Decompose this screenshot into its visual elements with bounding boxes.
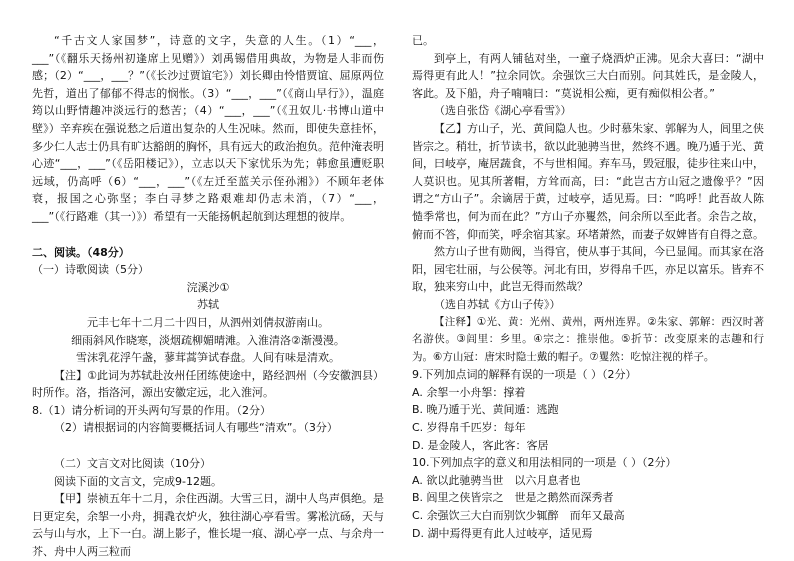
question-10: 10.下列加点字的意义和用法相同的一项是（ ）（2分） xyxy=(412,456,677,470)
poem-author: 苏轼 xyxy=(197,298,219,312)
passage-a-continued: 到亭上，有两人铺毡对坐，一童子烧酒炉正沸。见余大喜曰：“湖中焉得更有此人！”拉余同饮。余强饮三大白而别。问其姓氏，是金陵人，客此。及下船，舟子喃喃曰：“莫说相公痴，更有痴似相公者。” xyxy=(412,51,764,100)
question-8-2: （2）请根据词的内容简要概括词人有哪些“清欢”。（3分） xyxy=(54,421,338,435)
poem-title: 浣溪沙① xyxy=(186,280,230,294)
right-column xyxy=(412,32,764,542)
poem-note: 【注】①此词为苏轼赴汝州任团练使途中，路经泗州（今安徽泗县）时所作。洛，指洛河，源出安徽定远，北入淮河。 xyxy=(32,368,384,400)
reading-instruction: 阅读下面的文言文，完成9-12题。 xyxy=(54,474,222,488)
question-10-option-c: C. 余强饮三大白而别饮少辄醉 而年又最高 xyxy=(412,509,625,523)
passage-a: 【甲】崇祯五年十二月，余住西湖。大雪三日，湖中人鸟声俱绝。是日更定矣，余挐一小舟，拥毳衣炉火，独往湖心亭看雪。雾凇沆砀，天与云与山与水，上下一白。湖上影子，惟长堤一痕、湖心亭一点、与余舟一芥、舟中人两三粒而 xyxy=(32,492,384,559)
poetry-subheading: （一）诗歌阅读（5分） xyxy=(32,263,149,277)
question-9-option-a: A. 余挐一小舟挐：撑着 xyxy=(412,385,526,399)
source-b: （选自苏轼《方山子传》） xyxy=(434,297,561,311)
question-10-option-b: B. 闾里之侠皆宗之 世是之鹅然而深秀者 xyxy=(412,491,614,505)
question-9-option-d: D. 是金陵人，客此客：客居 xyxy=(412,438,549,452)
passage-b-continued: 然方山子世有勋阀，当得官，使从事于其间，今已显闻。而其家在洛阳，园宅壮丽，与公侯等。河北有田，岁得帛千匹，亦足以富乐。皆弃不取，独来穷山中，此岂无得而然哉？ xyxy=(412,245,764,294)
left-column xyxy=(32,32,384,561)
classical-subheading: （二）文言文对比阅读（10分） xyxy=(54,457,211,471)
source-a: （选自张岱《湖心亭看雪》） xyxy=(434,104,572,118)
poem-line: 雪沫乳花浮午盏，蓼茸蒿笋试春盘。人间有味是清欢。 xyxy=(76,351,340,365)
question-8-1: 8.（1）请分析词的开头两句写景的作用。（2分） xyxy=(32,403,271,417)
poem-line: 细雨斜风作晓寒，淡烟疏柳媚晴滩。入淮清洛②渐漫漫。 xyxy=(71,333,345,347)
poem-preface: 元丰七年十二月二十四日，从泗州刘倩叔游南山。 xyxy=(87,315,329,329)
passage-b: 【乙】方山子，光、黄间隐人也。少时慕朱家、郭解为人，闾里之侠皆宗之。稍壮，折节读书，欲以此驰骋当世，然终不遇。晚乃遁于光、黄间，曰岐亭，庵居蔬食，不与世相闻。弃车马，毁冠服，徒步往来山中，人莫识也。见其所著帽，方耸而高，曰：“此岂古方山冠之遗像乎？”因谓之“方山子”。余谪居于黄，过岐亭，适见焉。曰：“呜呼！此吾故人陈慥季常也，何为而在此？”方山子亦矍然，问余所以至此者。余告之故，俯而不答，仰而笑，呼余宿其家。环堵萧然，而妻子奴婢皆有自得之意。 xyxy=(412,121,764,241)
question-9-option-b: B. 晚乃遁于光、黄间遁：逃跑 xyxy=(412,403,559,417)
section-heading: 二、阅读。（48分） xyxy=(32,245,130,259)
question-9-option-c: C. 岁得帛千匹岁：每年 xyxy=(412,421,526,435)
question-10-option-d: D. 湖中焉得更有此人过岐亭，适见焉 xyxy=(412,526,593,540)
question-9: 9.下列加点词的解释有误的一项是（ ）（2分） xyxy=(412,368,637,382)
fill-in-intro: “千古文人家国梦”，诗意的文字，失意的人生。（1）“___，___”（《翻乐天扬州初逢席上见赠》）刘禹锡借用典故，为物是人非而伤感；（2）“___，___？”（《长沙过贾谊宅》）刘长卿由怜惜贾谊、屈原两位先哲，道出了郁郁不得志的悯怅。（3）“___，___”（《商山早行》），温庭筠以山野情趣冲淡远行的愁苦；（4）“___，___”（《丑奴儿·书博山道中壁》）辛弃疾在强说愁之后道出复杂的人生况味。然而，即使失意挂怀，多少仁人志士仍具有旷达豁朗的胸怀，具有远大的政治抱负。范仲淹表明心迹“___，___”（《岳阳楼记》），立志以天下家忧乐为先；韩愈虽遭贬职远域，仍高呼（6）“___，___”（《左迁至蓝关示侄孙湘》）不顾年老体衰，报国之心弥坚；李白寻梦之路艰难却仍志未消，（7）“___，___”（《行路难（其一）》）希望有一天能扬帆起航到达理想的彼岸。 xyxy=(32,34,384,223)
question-10-option-a: A. 欲以此驰骋当世 以六月息者也 xyxy=(412,473,581,487)
passage-a-end: 已。 xyxy=(412,34,434,47)
passage-b-notes: 【注释】①光、黄：光州、黄州，两州连界。②朱家、郭解：西汉时著名游侠。③闾里：乡里。④宗之：推崇他。⑤折节：改变原来的志趣和行为。⑥方山冠：唐宋时隐士戴的帽子。⑦矍然：吃惊注视的样子。 xyxy=(412,315,764,363)
